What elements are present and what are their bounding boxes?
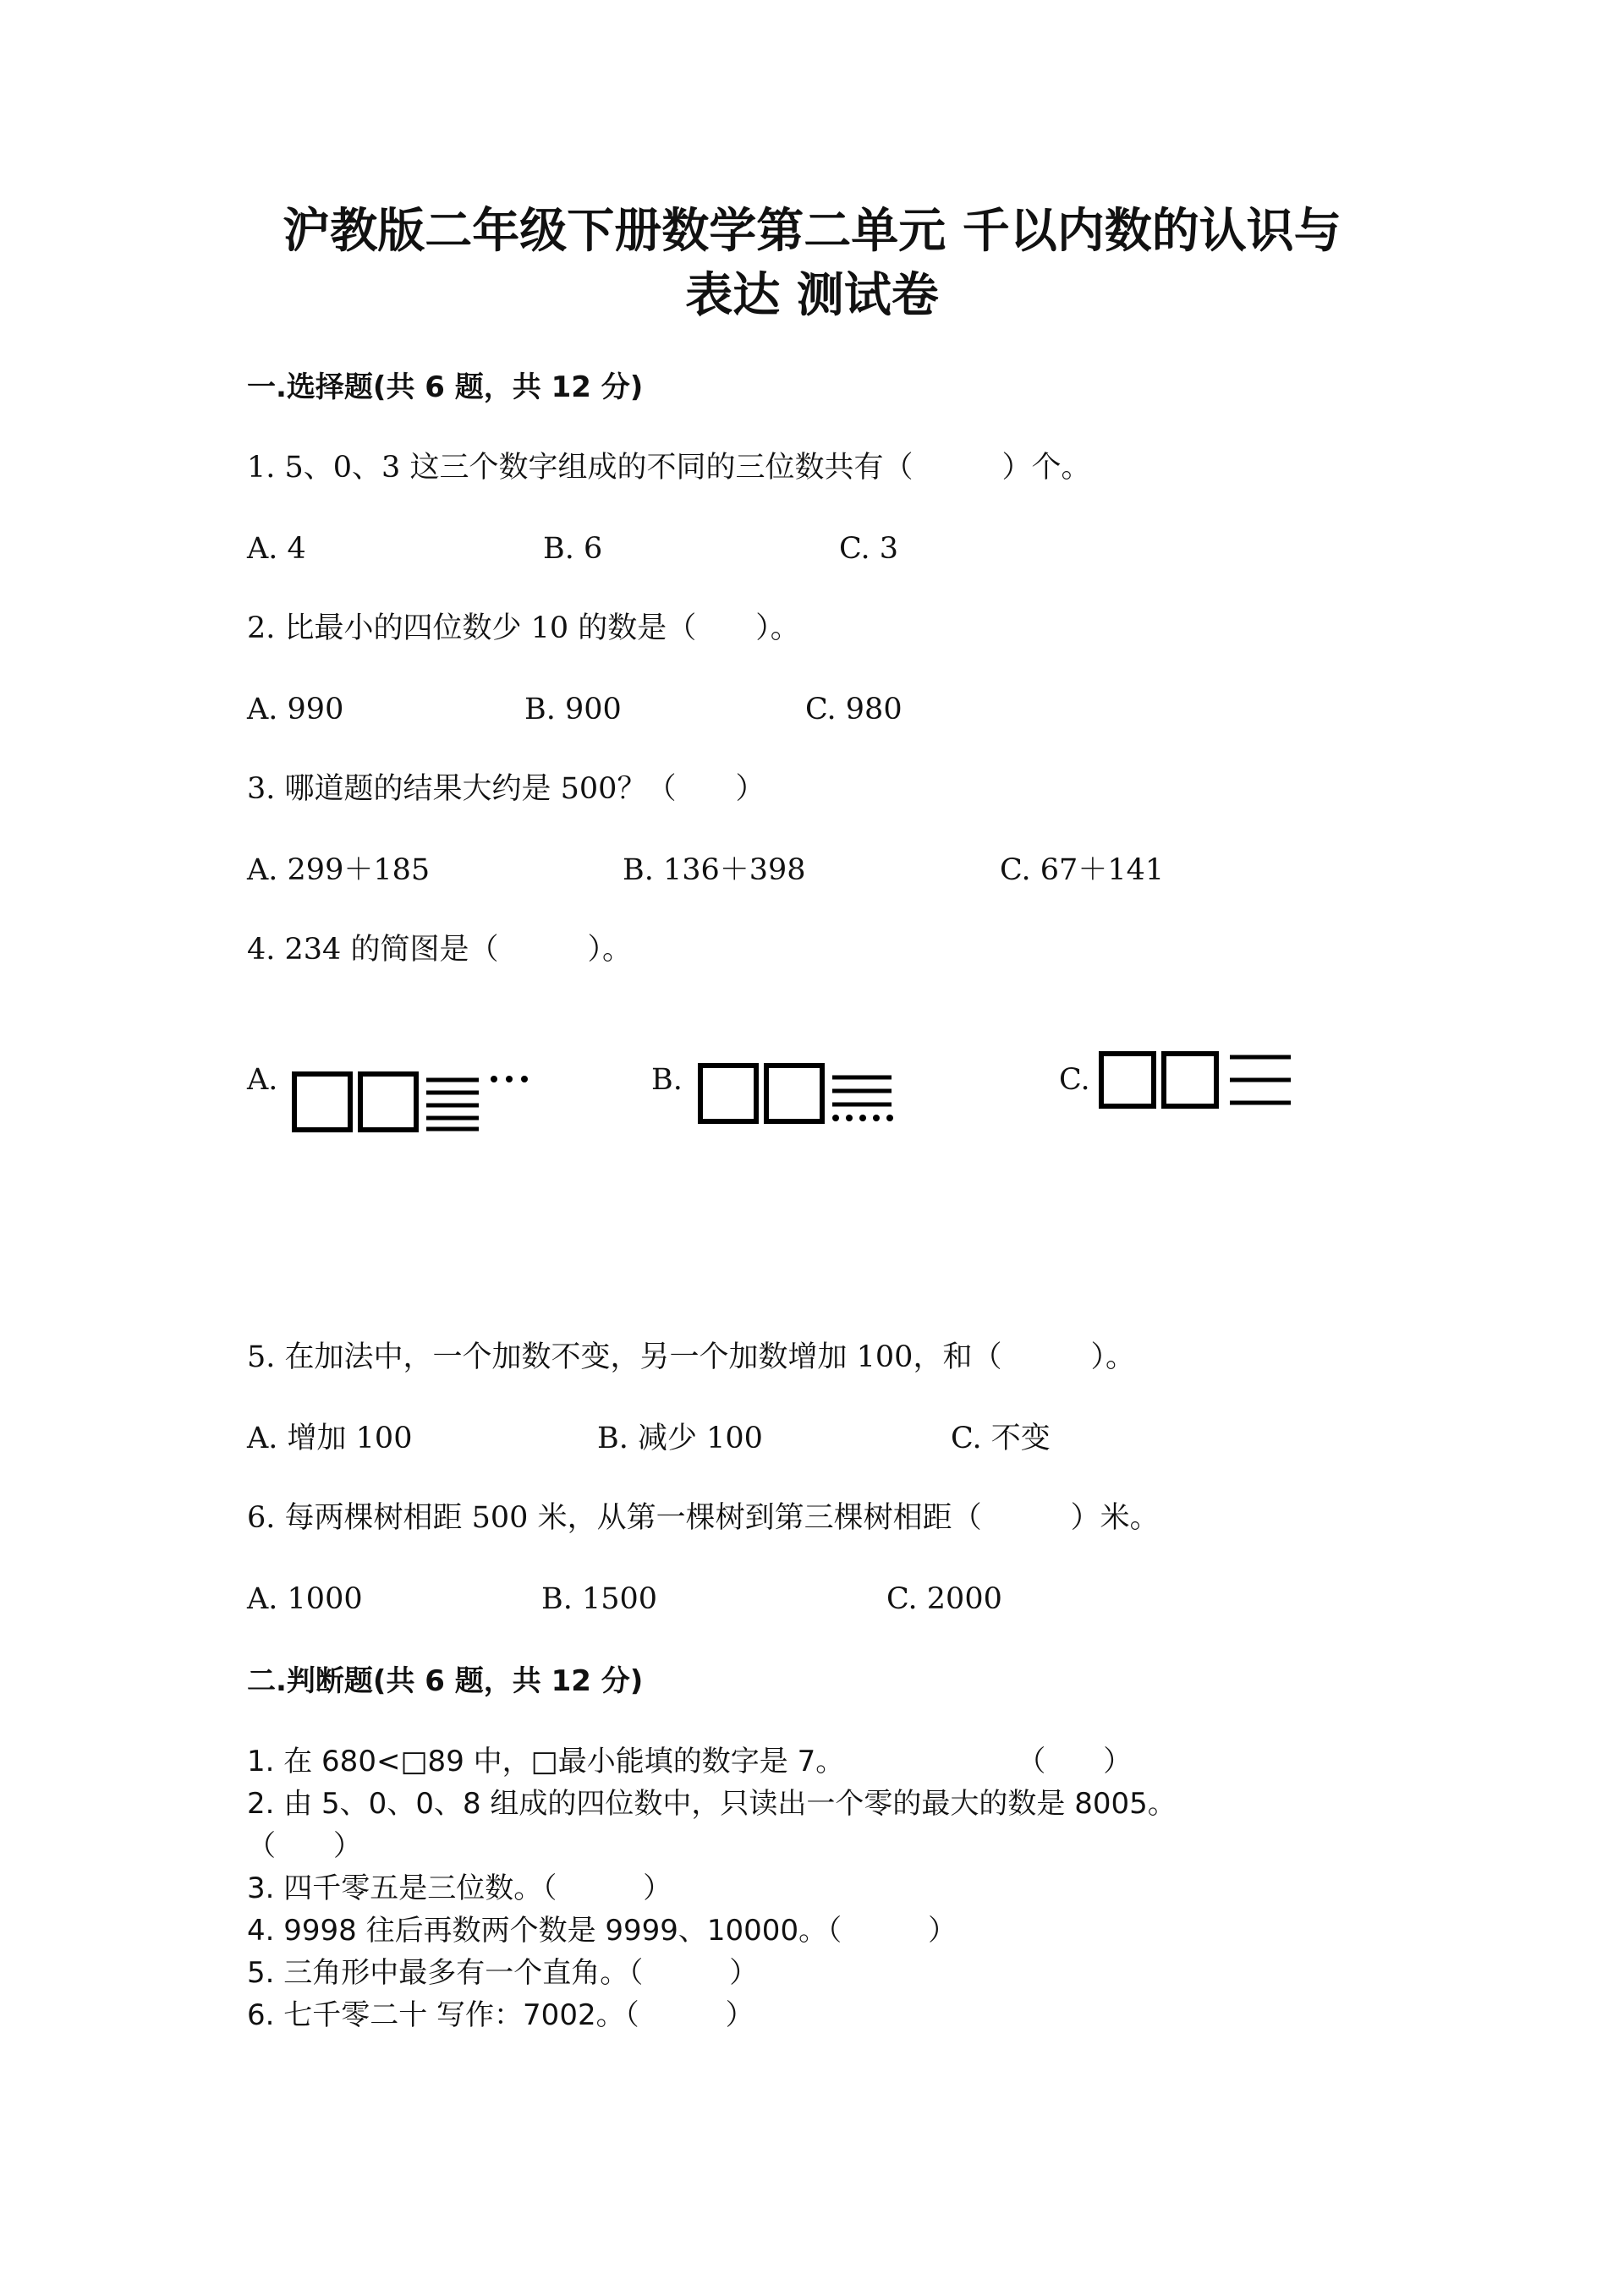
question-5-option-a: A. 增加 100 [247, 1422, 413, 1455]
question-2-option-b: B. 900 [524, 693, 622, 726]
question-4-figure-a [288, 1067, 541, 1135]
question-5: 5. 在加法中，一个加数不变，另一个加数增加 100，和（ ）。 [247, 1340, 1135, 1374]
question-1-option-c: C. 3 [839, 532, 899, 566]
question-3-option-b: B. 136＋398 [623, 853, 806, 887]
question-4-option-b-label: B. [651, 1063, 683, 1097]
section-heading-judgment: 二.判断题(共 6 题，共 12 分) [247, 1664, 644, 1698]
section-heading-choice: 一.选择题(共 6 题，共 12 分) [247, 370, 644, 404]
judgment-6: 6. 七千零二十 写作：7002。（ ） [247, 1998, 754, 2032]
judgment-1: 1. 在 680<□89 中，□最小能填的数字是 7。 （ ） [247, 1745, 1133, 1778]
question-3: 3. 哪道题的结果大约是 500？（ ） [247, 772, 765, 806]
question-6-option-b: B. 1500 [541, 1582, 658, 1616]
question-2: 2. 比最小的四位数少 10 的数是（ ）。 [247, 611, 800, 645]
question-1: 1. 5、0、3 这三个数字组成的不同的三位数共有（ ）个。 [247, 451, 1091, 485]
question-2-option-a: A. 990 [247, 693, 344, 726]
judgment-2-answer-blank: （ ） [247, 1829, 362, 1863]
question-4-option-a-label: A. [247, 1063, 278, 1097]
judgment-4: 4. 9998 往后再数两个数是 9999、10000。（ ） [247, 1914, 957, 1948]
question-4-option-c-label: C. [1059, 1063, 1090, 1097]
judgment-3: 3. 四千零五是三位数。（ ） [247, 1871, 672, 1905]
question-4: 4. 234 的简图是（ ）。 [247, 933, 632, 967]
question-6-option-c: C. 2000 [886, 1582, 1002, 1616]
question-1-option-a: A. 4 [247, 532, 306, 566]
question-6: 6. 每两棵树相距 500 米，从第一棵树到第三棵树相距（ ）米。 [247, 1501, 1160, 1535]
question-3-option-c: C. 67＋141 [1000, 853, 1165, 887]
question-5-option-c: C. 不变 [951, 1422, 1051, 1455]
question-4-figure-c [1095, 1047, 1306, 1115]
question-3-option-a: A. 299＋185 [247, 853, 431, 887]
question-6-option-a: A. 1000 [247, 1582, 363, 1616]
question-2-option-c: C. 980 [805, 693, 903, 726]
question-5-option-b: B. 减少 100 [597, 1422, 763, 1455]
judgment-5: 5. 三角形中最多有一个直角。（ ） [247, 1956, 759, 1990]
question-4-figure-b [694, 1059, 905, 1126]
judgment-2: 2. 由 5、0、0、8 组成的四位数中，只读出一个零的最大的数是 8005。 [247, 1787, 1177, 1821]
question-1-option-b: B. 6 [543, 532, 603, 566]
page-title-line-1: 沪教版二年级下册数学第二单元 千以内数的认识与 [283, 204, 1341, 259]
page-title-line-2: 表达 测试卷 [685, 268, 939, 323]
